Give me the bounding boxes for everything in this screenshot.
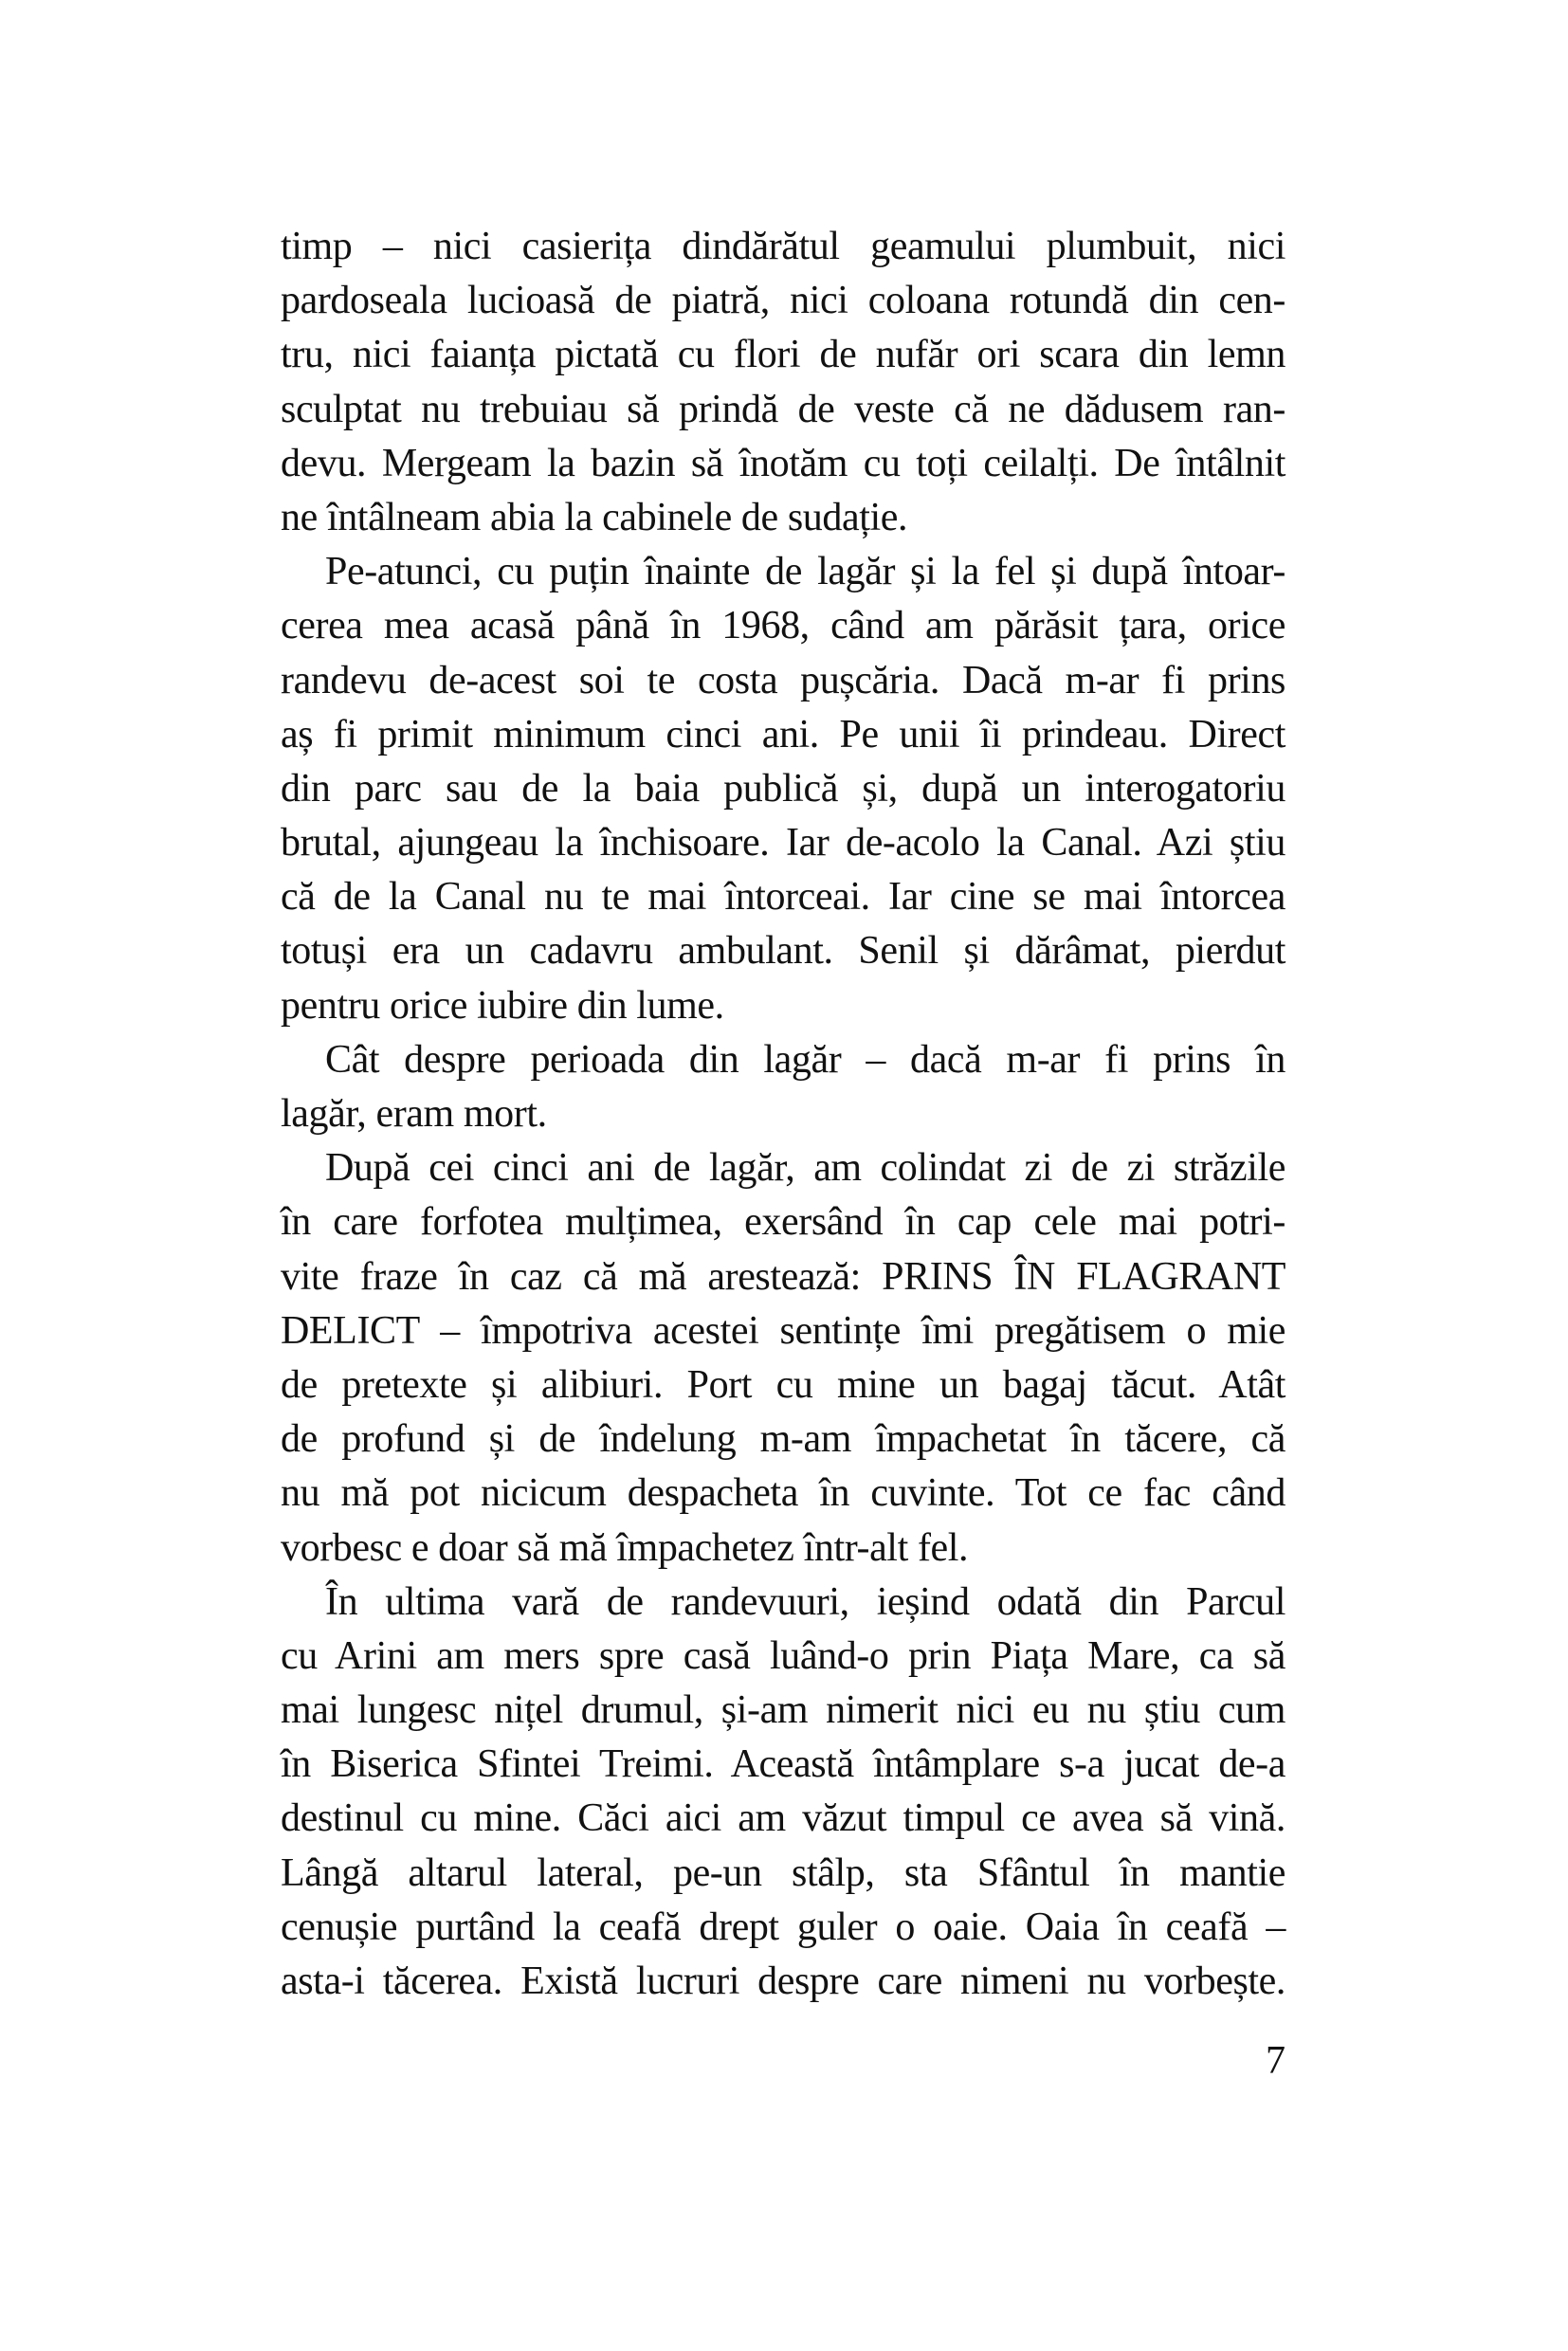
text-line: În ultima vară de randevuuri, ieșind odată din Parcul	[325, 1579, 1285, 1624]
text-line: vorbesc e doar să mă împachetez într-alt fel.	[281, 1525, 969, 1570]
text-line: asta-i tăcerea. Există lucruri despre care nimeni nu vorbește.	[281, 1959, 1285, 2003]
text-line: timp – nici casierița dindărătul geamului plumbuit, nici	[281, 225, 1285, 268]
text-line: cerea mea acasă până în 1968, când am părăsit țara, orice	[281, 604, 1285, 648]
text-line: de pretexte și alibiuri. Port cu mine un bagaj tăcut. Atât	[281, 1362, 1285, 1407]
text-line: Lângă altarul lateral, pe-un stâlp, sta Sfântul în mantie	[281, 1850, 1285, 1895]
paragraph	[281, 1033, 1285, 1141]
paragraph	[281, 220, 1285, 545]
paragraph	[281, 1141, 1285, 1576]
text-line: mai lungesc nițel drumul, și-am nimerit nici eu nu știu cum	[281, 1688, 1285, 1733]
text-line: cenușie purtând la ceafă drept guler o oaie. Oaia în ceafă –	[281, 1904, 1285, 1949]
text-line: că de la Canal nu te mai întorceai. Iar cine se mai întorcea	[281, 875, 1285, 920]
body-text	[281, 220, 1285, 2009]
text-line: DELICT – împotriva acestei sentințe îmi pregătisem o mie	[281, 1308, 1285, 1353]
paragraph	[281, 1576, 1285, 2010]
text-line: După cei cinci ani de lagăr, am colindat zi de zi străzile	[325, 1146, 1285, 1191]
text-line: pentru orice iubire din lume.	[281, 983, 724, 1028]
text-line: Pe-atunci, cu puțin înainte de lagăr și la fel și după întoar-	[325, 550, 1285, 594]
text-line: devu. Mergeam la bazin să înotăm cu toți ceilalți. De întâlnit	[281, 441, 1285, 485]
text-line: aș fi primit minimum cinci ani. Pe unii îi prindeau. Direct	[281, 712, 1285, 756]
paragraph	[281, 545, 1285, 1033]
text-line: lagăr, eram mort.	[281, 1092, 547, 1136]
text-line: ne întâlneam abia la cabinele de sudație.	[281, 495, 908, 539]
text-line: cu Arini am mers spre casă luând-o prin Piața Mare, ca să	[281, 1633, 1285, 1678]
text-line: tru, nici faianța pictată cu flori de nufăr ori scara din lemn	[281, 333, 1285, 377]
page-number: 7	[1266, 2039, 1285, 2083]
text-line: nu mă pot nicicum despacheta în cuvinte. Tot ce fac când	[281, 1471, 1285, 1516]
text-line: destinul cu mine. Căci aici am văzut timpul ce avea să vină.	[281, 1796, 1285, 1841]
text-line: de profund și de îndelung m-am împachetat în tăcere, că	[281, 1417, 1285, 1462]
text-line: Cât despre perioada din lagăr – dacă m-ar fi prins în	[325, 1037, 1285, 1082]
text-line: din parc sau de la baia publică și, după un interogatoriu	[281, 766, 1285, 811]
text-line: randevu de-acest soi te costa pușcăria. Dacă m-ar fi prins	[281, 658, 1285, 702]
text-line: totuși era un cadavru ambulant. Senil și dărâmat, pierdut	[281, 929, 1285, 974]
text-line: vite fraze în caz că mă arestează: PRINS ÎN FLAGRANT	[281, 1254, 1285, 1299]
text-line: pardoseala lucioasă de piatră, nici coloana rotundă din cen-	[281, 279, 1285, 323]
text-line: în Biserica Sfintei Treimi. Această întâmplare s-a jucat de-a	[281, 1742, 1285, 1787]
text-line: sculptat nu trebuiau să prindă de veste că ne dădusem ran-	[281, 387, 1285, 431]
text-line: în care forfotea mulțimea, exersând în cap cele mai potri-	[281, 1200, 1285, 1245]
text-line: brutal, ajungeau la închisoare. Iar de-acolo la Canal. Azi știu	[281, 821, 1285, 866]
